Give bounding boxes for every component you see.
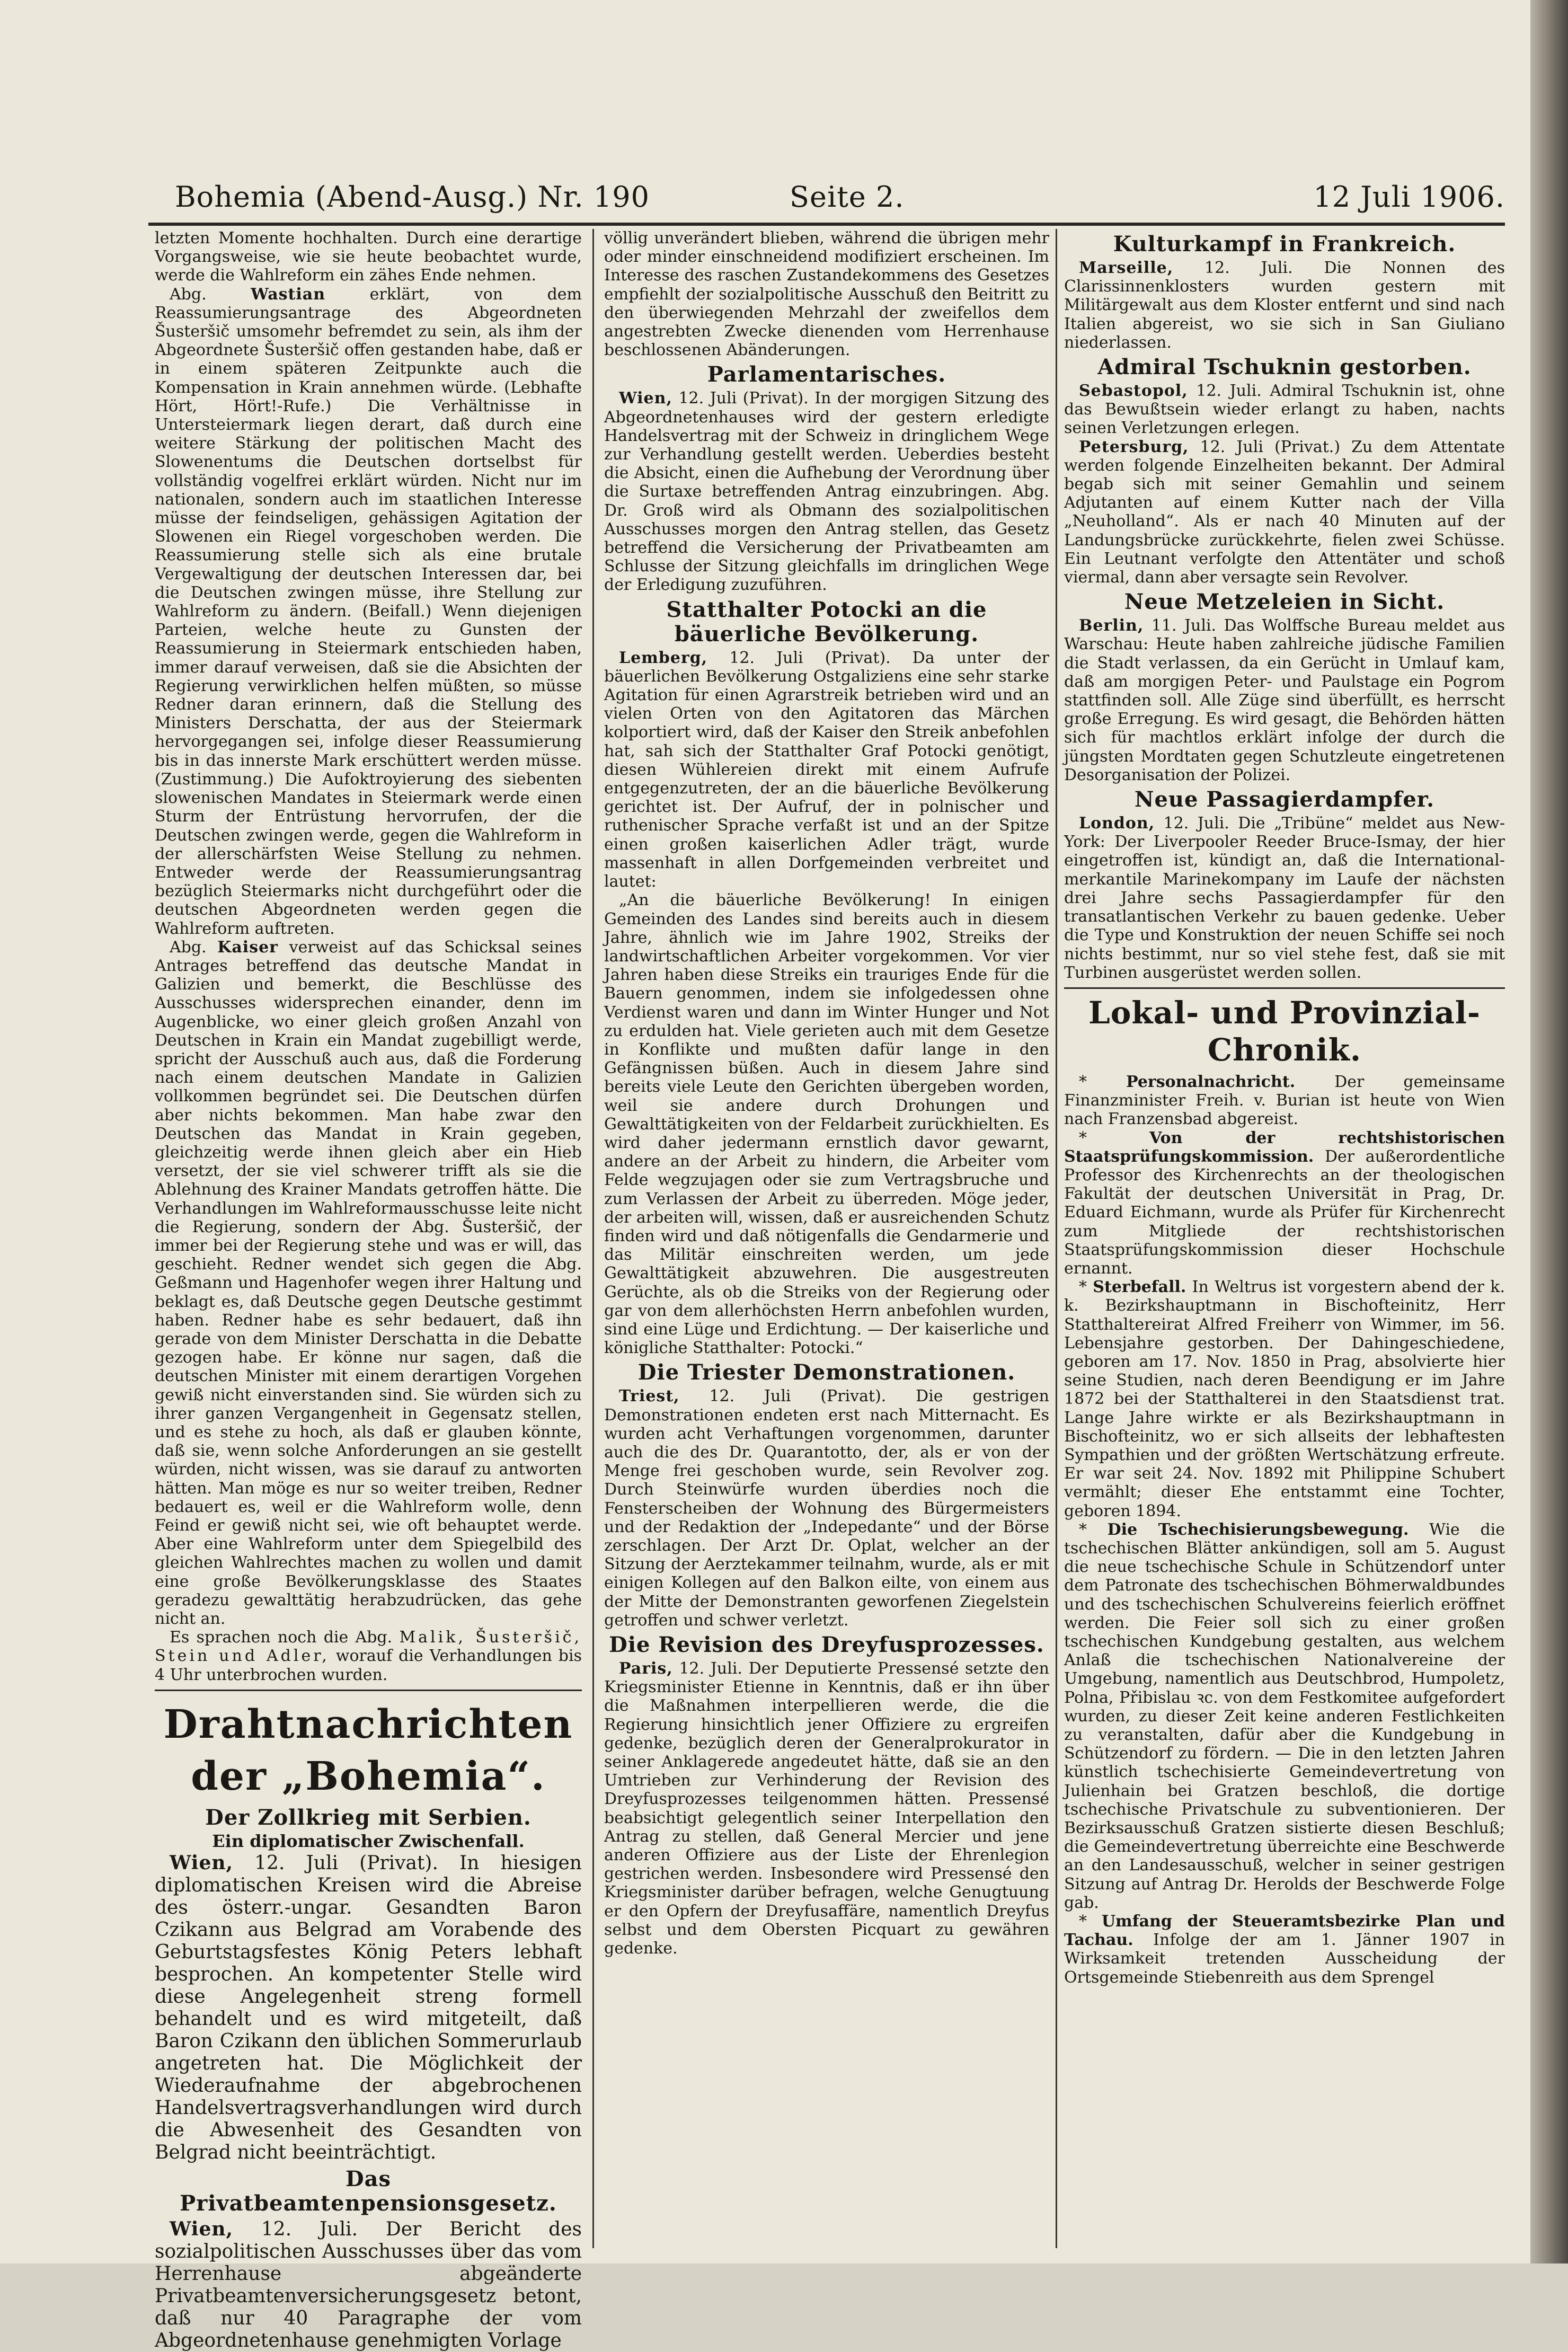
subheadline: Ein diplomatischer Zwischenfall. — [212, 1831, 525, 1851]
news-item: * Personalnachricht. Der gemeinsame Finanzminister Freih. v. Burian ist heute von Wien nach Franzensbad abgereist. — [1064, 1072, 1505, 1129]
section-divider — [155, 1690, 582, 1691]
header-date: 12 Juli 1906. — [1313, 180, 1505, 214]
text: worauf die Verhandlungen bis 4 Uhr unterbrochen wurden. — [155, 1647, 582, 1684]
dateline-place: Petersburg, — [1079, 437, 1189, 456]
text: erklärt, von dem Reassumierungsantrage des Abgeordneten Šusteršič umsomehr befremdet zu sein, als ihm der Abgeordnete Šusteršič offen gestanden habe, daß er in einem späteren Zeitpunkte auch die Kompensation in Krain annehmen würde. (Lebhafte Hört, Hört!-Rufe.) Die Verhältnisse in Untersteiermark liegen derart, daß durch eine weitere Stärkung der politischen Macht des Slowenentums die Deutschen dortselbst für vollständig vogelfrei erklärt würden. Nicht nur im nationalen, sondern auch im staatlichen Interesse müsse der feindseligen, gehässigen Agitation der Slowenen ein Riegel vorgeschoben werden. Die Reassumierung stelle sich als eine brutale Vergewaltigung der deutschen Interessen dar, bei die Deutschen zwingen müsse, ihre Stellung zur Wahlreform zu ändern. (Beifall.) Wenn diejenigen Parteien, welche heute zu Gunsten der Reassumierung in Steiermark entschieden haben, immer darauf verweisen, daß sie die Absichten der Regierung verwirklichen helfen müßten, so müsse Redner daran erinnern, daß die Stellung des Ministers Derschatta, der aus der Steiermark hervorgegangen sei, infolge dieser Reassumierung bis in das innerste Mark erschüttert werden müsse. (Zustimmung.) Die Aufoktroyierung des siebenten slowenischen Mandates in Steiermark werde einen Sturm der Entrüstung hervorrufen, der die Deutschen zwingen werde, gegen die Wahlreform in der allerschärfsten Weise Stellung zu nehmen. Entweder werde der Reassumierungsantrag bezüglich Steiermarks nicht durchgeführt oder die deutschen Abgeordneten werden gegen die Wahlreform auftreten. — [155, 285, 582, 938]
section-heading: Lokal- und Provinzial-Chronik. — [1088, 994, 1481, 1068]
text: 12. Juli (Privat.) Zu dem Attentate werden folgende Einzelheiten bekannt. Der Admiral begab sich mit seiner Gemahlin und seinem Adjutanten auf einem Kutter nach der Villa „Neuholland“. Als er nach 40 Minuten auf der Landungsbrücke zurückkehrte, fielen zwei Schüsse. Ein Leutnant verfolgte den Attentäter und schoß viermal, dann aber versagte sein Revolver. — [1064, 437, 1505, 587]
headline: Parlamentarisches. — [707, 362, 946, 387]
article-paragraph — [155, 285, 582, 938]
article-text: letzten Momente hochhalten. Durch eine derartige Vorgangsweise, wie sie heute beobachtet wurde, werde die Wahlreform ein zähes Ende nehmen. — [155, 229, 582, 285]
article-text: völlig unverändert blieben, während die übrigen mehr oder minder einschneidend modifiziert erscheinen. Im Interesse des raschen Zustandekommens des Gesetzes empfiehlt der sozialpolitische Ausschuß den Beitritt zu den überwiegenden Mehrzahl der zweifellos dem angestrebten Zwecke dienenden vom Herrenhause beschlossenen Abänderungen. — [604, 229, 1049, 360]
page-header — [175, 175, 1505, 217]
dateline-place: Lemberg, — [619, 648, 708, 667]
headline: Das Privatbeamtenpensionsgesetz. — [180, 2167, 557, 2216]
text: verweist auf das Schicksal seines Antrages betreffend das deutsche Mandat in Galizien und bemerkt, die Beschlüsse des Ausschusses widersprechen einander, denn im Augenblicke, wo einer gleich großen Anzahl von Deutschen in Krain ein Mandat zugebilligt werde, spricht der Ausschuß auch aus, daß die Forderung nach einem deutschen Mandate in Galizien vollkommen begründet sei. Die Deutschen dürfen aber nichts bekommen. Man habe zwar den Deutschen das Mandat in Krain gegeben, gleichzeitig werde ihnen gleich aber ein Hieb versetzt, der sie viel schwerer trifft als sie die Ablehnung des Krainer Mandats getroffen hätte. Die Verhandlungen im Wahlreformausschusse leite nicht die Regierung, sondern der Abg. Šusteršič, der immer bei der Regierung stehe und was er will, das geschieht. Redner wendet sich gegen die Abg. Geßmann und Hagenhofer wegen ihrer Haltung und beklagt es, daß Deutsche gegen Deutsche gestimmt haben. Redner habe es sehr bedauert, daß ihn gerade von dem Minister Derschatta in die Debatte gezogen habe. Er könne nur sagen, daß die deutschen Minister mit einem derartigen Vorgehen gewiß nicht einverstanden sind. Sie würden sich zu ihrer ganzen Vergangenheit in Gegensatz stellen, und es stehe zu hoch, als daß er glauben könnte, daß sie, wenn solche Anforderungen an sie gestellt würden, nicht wissen, was sie darauf zu antworten hätten. Man möge es nur so weiter treiben, Redner bedauert es, weil er die Wahlreform wolle, denn Feind er gewiß nicht sei, wie oft behauptet werde. Aber eine Wahlreform unter dem Spiegelbild des gleichen Wahlrechtes machen zu wollen und damit eine große Bevölkerungsklasse des Staates geradezu gewalttätig herabzudrücken, das gehe nicht an. — [155, 938, 582, 1629]
article-paragraph — [1064, 814, 1505, 982]
headline: Die Revision des Dreyfusprozesses. — [609, 1632, 1044, 1658]
text: 12. Juli (Privat). Die gestrigen Demonstrationen endeten erst nach Mitternacht. Es wurden acht Verhaftungen vorgenommen, darunter auch die des Dr. Quarantotto, der, als er von der Menge frei geschoben wurde, sein Revolver zog. Durch Steinwürfe wurden überdies noch die Fensterscheiben der Wohnung des Bürgermeisters und der Redaktion der „Indepedante“ und der Börse zerschlagen. Der Arzt Dr. Oplat, welcher an der Sitzung der Aerztekammer teilnahm, wurde, als er mit einigen Kollegen auf den Balkon eilte, von einem aus der Mitte der Demonstranten geworfenen Ziegelstein getroffen und schwer verletzt. — [604, 1387, 1049, 1630]
article-paragraph — [604, 1659, 1049, 1958]
speaker-name: Kaiser — [217, 938, 278, 957]
headline: Der Zollkrieg mit Serbien. — [205, 1805, 531, 1830]
article-paragraph — [604, 649, 1049, 891]
text: Wie die tschechischen Blätter ankündigen, soll am 5. August die neue tschechische Schule in Schützendorf unter dem Patronate des tschechischen Böhmerwaldbundes und des tschechischen Schulvereins feierlich eröffnet werden. Die Feier soll sich zu einer großen tschechischen Kundgebung gestalten, aus welchem Anlaß die tschechischen Nationalvereine der Umgebung, namentlich aus Deutschbrod, Humpoletz, Polna, Přibislau ꝛc. von dem Festkomitee aufgefordert wurden, zu dieser Zeit keine anderen Festlichkeiten zu veranstalten, dafür aber die Kundgebung in Schützendorf zu fördern. — Die in den letzten Jahren künstlich tschechisierte Gemeindevertretung von Julienhain bei Gratzen beschloß, die dortige tschechische Privatschule zu subventionieren. Der Bezirksausschuß Gratzen sistierte diesen Beschluß; die Gemeindevertretung überreichte eine Beschwerde an den Landesausschuß, welcher in seiner gestrigen Sitzung auf Antrag Dr. Herolds der Beschwerde Folge gab. — [1064, 1520, 1505, 1912]
column-3 — [1064, 229, 1505, 2248]
text: 12. Juli (Privat). In der morgigen Sitzung des Abgeordnetenhauses wird der gestern erledigte Handelsvertrag mit der Schweiz in dringlichem Wege zur Verhandlung gestellt werden. Ueberdies besteht die Absicht, einen die Aufhebung der Verordnung über die Surtaxe betreffenden Antrag einzubringen. Abg. Dr. Groß wird als Obmann des sozialpolitischen Ausschusses morgen den Antrag stellen, das Gesetz betreffend die Versicherung der Privatbeamten am Schlusse der Sitzung gleichfalls im dringlichen Wege der Erledigung zuzuführen. — [604, 389, 1050, 595]
column-1 — [155, 229, 582, 2352]
article-paragraph — [1064, 382, 1505, 438]
article-paragraph — [1064, 616, 1505, 784]
headline: Admiral Tschuknin gestorben. — [1097, 355, 1472, 380]
quoted-proclamation: „An die bäuerliche Bevölkerung! In einigen Gemeinden des Landes sind bereits auch in diesem Jahre, ähnlich wie im Jahre 1902, Streiks der landwirtschaftlichen Arbeiter vorgekommen. Vor vier Jahren haben diese Streiks ein trauriges Ende für die Bauern genommen, indem sie infolgedessen ohne Verdienst waren und dann im Winter Hunger und Not zu erdulden hat. Viele gerieten auch mit dem Gesetze in Konflikte und mußten dafür lange in den Gefängnissen büßen. Auch in diesem Jahre sind bereits viele Leute den Gerichten übergeben worden, weil sie andere durch Drohungen und Gewalttätigkeiten von der Feldarbeit zurückhielten. Es wird daher jedermann ernstlich davor gewarnt, andere an der Arbeit zu hindern, die Arbeiter vom Felde wegzujagen oder sie zum Vertragsbruche und zum Verlassen der Arbeit zu überreden. Möge jeder, der arbeiten will, wissen, daß er ausreichenden Schutz finden wird und daß nötigenfalls die Gendarmerie und das Militär einschreiten werden, um jede Gewalttätigkeit abzuwehren. Die ausgestreuten Gerüchte, als ob die Streiks von der Regierung oder gar von dem allerhöchsten Herrn anbefohlen wurden, sind eine Lüge und Erdichtung. — Der kaiserliche und königliche Statthalter: Potocki.“ — [604, 891, 1049, 1358]
news-item: * Die Tschechisierungsbewegung. Wie die tschechischen Blätter ankündigen, soll am 5. August die neue tschechische Schule in Schützendorf unter dem Patronate des tschechischen Böhmerwaldbundes und des tschechischen Schulvereins feierlich eröffnet werden. Die Feier soll sich zu einer großen tschechischen Kundgebung gestalten, aus welchem Anlaß die tschechischen Nationalvereine der Umgebung, namentlich aus Deutschbrod, Humpoletz, Polna, Přibislau ꝛc. von dem Festkomitee aufgefordert wurden, zu dieser Zeit keine anderen Festlichkeiten zu veranstalten, dafür aber die Kundgebung in Schützendorf zu fördern. — Die in den letzten Jahren künstlich tschechisierte Gemeindevertretung von Julienhain bei Gratzen beschloß, die dortige tschechische Privatschule zu subventionieren. Der Bezirksausschuß Gratzen sistierte diesen Beschluß; die Gemeindevertretung überreichte eine Beschwerde an den Landesausschuß, welcher in seiner gestrigen Sitzung auf Antrag Dr. Herolds der Beschwerde Folge gab. — [1064, 1520, 1505, 1912]
speaker-name: Wastian — [251, 285, 326, 304]
headline: Neue Passagierdampfer. — [1134, 787, 1435, 812]
text: 12. Juli (Privat). In hiesigen diplomatischen Kreisen wird die Abreise des österr.-ungar. Gesandten Baron Czikann aus Belgrad am Vorabende des Geburtstagsfestes König Peters lebhaft besprochen. An kompetenter Stelle wird diese Angelegenheit streng formell behandelt und es wird mitgeteilt, daß Baron Czikann den üblichen Sommerurlaub angetreten hat. Die Möglichkeit der Wiederaufnahme der abgebrochenen Handelsvertragsverhandlungen wird durch die Abwesenheit des Gesandten von Belgrad nicht beeinträchtigt. — [155, 1852, 582, 2164]
text: 12. Juli. Der Bericht des sozialpolitischen Ausschusses über das vom Herrenhause abgeänderte Privatbeamtenversicherungsgesetz betont, daß nur 40 Paragraphe der vom Abgeordnetenhause genehmigten Vorlage — [155, 2218, 582, 2352]
headline: Neue Metzeleien in Sicht. — [1124, 589, 1445, 615]
dateline-place: Berlin, — [1079, 616, 1144, 635]
article-paragraph — [155, 1628, 582, 1684]
article-paragraph — [155, 938, 582, 1629]
news-item: * Sterbefall. In Weltrus ist vorgestern abend der k. k. Bezirkshauptmann in Bischofteinitz, Herr Statthaltereirat Alfred Freiherr von Wimmer, im 56. Lebensjahre gestorben. Der Dahingeschiedene, geboren am 17. Nov. 1850 in Prag, absolvierte hier seine Studien, nach deren Beendigung er im Jahre 1872 bei der Statthalterei in den Staatsdienst trat. Lange Jahre wirkte er als Bezirkshauptmann in Bischofteinitz, wo er sich allseits der lebhaftesten Sympathien und der größten Wertschätzung erfreute. Er war seit 24. Nov. 1892 mit Philippine Schubert vermählt; dieser Ehe entstammt eine Tochter, geboren 1894. — [1064, 1278, 1505, 1520]
section-banner: Drahtnachrichten der „Bohemia“. — [163, 1701, 573, 1799]
item-heading: Von der rechtshistorischen Staatsprüfungskommission. — [1064, 1128, 1505, 1166]
dateline-place: Wien, — [170, 2218, 234, 2241]
item-heading: Umfang der Steueramtsbezirke Plan und Tachau. — [1064, 1912, 1505, 1950]
text: 11. Juli. Das Wolffsche Bureau meldet aus Warschau: Heute haben zahlreiche jüdische Familien die Stadt verlassen, da ein Gerücht in Umlauf kam, daß am morgigen Peter- und Paulstage ein Pogrom stattfinden soll. Alle Züge sind überfüllt, es herrscht große Erregung. Es wird gesagt, die Behörden hätten sich für machtlos erklärt infolge der durch die jüngsten Mordtaten gegen Schutzleute eingetretenen Desorganisation der Polizei. — [1064, 616, 1505, 784]
headline: Kulturkampf in Frankreich. — [1113, 232, 1456, 257]
item-heading: Sterbefall. — [1093, 1278, 1186, 1297]
dateline-place: Sebastopol, — [1079, 382, 1188, 401]
article-paragraph — [155, 2218, 582, 2352]
text: Infolge der am 1. Jänner 1907 in Wirksamkeit tretenden Ausscheidung der Ortsgemeinde Stiebenreith aus dem Sprengel — [1064, 1931, 1505, 1987]
header-publication: Bohemia (Abend-Ausg.) Nr. 190 — [175, 180, 650, 214]
text: 12. Juli. Die Nonnen des Clarissinnenklosters wurden gestern mit Militärgewalt aus dem Kloster entfernt und sind nach Italien abgereist, wo sie sich in San Giuliano niederlassen. — [1064, 259, 1505, 352]
text: 12. Juli. Admiral Tschuknin ist, ohne das Bewußtsein wieder erlangt zu haben, nachts seinen Verletzungen erlegen. — [1064, 382, 1505, 438]
news-item: * Umfang der Steueramtsbezirke Plan und Tachau. Infolge der am 1. Jänner 1907 in Wirksamkeit tretenden Ausscheidung der Ortsgemeinde Stiebenreith aus dem Sprengel — [1064, 1912, 1505, 1987]
item-heading: Personalnachricht. — [1126, 1072, 1296, 1091]
column-rule — [592, 229, 594, 2248]
text: Der gemeinsame Finanzminister Freih. v. Burian ist heute von Wien nach Franzensbad abgereist. — [1064, 1072, 1505, 1129]
dateline-place: London, — [1079, 814, 1155, 833]
column-2 — [604, 229, 1049, 2248]
text: In Weltrus ist vorgestern abend der k. k. Bezirkshauptmann in Bischofteinitz, Herr Statthaltereirat Alfred Freiherr von Wimmer, im 56. Lebensjahre gestorben. Der Dahingeschiedene, geboren am 17. Nov. 1850 in Prag, absolvierte hier seine Studien, nach deren Beendigung er im Jahre 1872 bei der Statthalterei in den Staatsdienst trat. Lange Jahre wirkte er als Bezirkshauptmann in Bischofteinitz, wo er sich allseits der lebhaftesten Sympathien und der größten Wertschätzung erfreute. Er war seit 24. Nov. 1892 mit Philippine Schubert vermählt; dieser Ehe entstammt eine Tochter, geboren 1894. — [1064, 1278, 1505, 1520]
section-divider — [1064, 987, 1505, 989]
dateline-place: Paris, — [619, 1659, 673, 1678]
article-paragraph — [1064, 259, 1505, 352]
text: 12. Juli. Die „Tribüne“ meldet aus New-York: Der Liverpooler Reeder Bruce-Ismay, der hier eingetroffen ist, kündigt an, daß die International-merkantile Marinekompany im Laufe der nächsten drei Jahre sechs Passagierdampfer für den transatlantischen Verkehr zu bauen gedenke. Ueber die Type und Konstruktion der neuen Schiffe sei noch nichts bestimmt, nur so viel stehe fest, daß sie mit Turbinen ausgerüstet werden sollen. — [1064, 814, 1505, 982]
text: Abg. — [170, 285, 207, 304]
text: Es sprachen noch die Abg. — [170, 1628, 393, 1647]
headline: Die Triester Demonstrationen. — [637, 1360, 1016, 1385]
article-paragraph — [155, 1852, 582, 2164]
header-page-number: Seite 2. — [790, 180, 905, 214]
speaker-names: Malik, Šusteršič, Stein und Adler, — [155, 1628, 582, 1666]
headline: Statthalter Potocki an die bäuerliche Bevölkerung. — [666, 597, 987, 647]
text: 12. Juli (Privat). Da unter der bäuerlichen Bevölkerung Ostgaliziens eine sehr starke Agitation für einen Agrarstreik betrieben wird und an vielen Orten von den Agitatoren das Märchen kolportiert wird, daß der Kaiser den Streik anbefohlen hat, sah sich der Statthalter Graf Potocki genötigt, diesen Wühlereien direkt mit einem Aufrufe entgegenzutreten, der an die bäuerliche Bevölkerung gerichtet ist. Der Aufruf, der in polnischer und ruthenischer Sprache verfaßt ist und an der Spitze einen großen kaiserlichen Adler trägt, wurde massenhaft in allen Dorfgemeinden verbreitet und lautet: — [604, 648, 1049, 891]
item-heading: Die Tschechisierungsbewegung. — [1107, 1520, 1409, 1539]
column-rule — [1056, 229, 1057, 2248]
text: Der außerordentliche Professor des Kirchenrechts an der theologischen Fakultät der deutschen Universität in Prag, Dr. Eduard Eichmann, wurde als Prüfer für Kirchenrecht zum Mitgliede der rechtshistorischen Staatsprüfungskommission dieser Hochschule ernannt. — [1064, 1147, 1505, 1278]
scan-edge — [1530, 0, 1568, 2263]
text: Abg. — [170, 938, 207, 957]
dateline-place: Wien, — [619, 389, 672, 408]
dateline-place: Marseille, — [1079, 259, 1174, 277]
dateline-place: Wien, — [170, 1852, 234, 1874]
article-paragraph — [604, 1387, 1049, 1630]
article-paragraph — [1064, 438, 1505, 587]
header-rule — [148, 223, 1505, 226]
dateline-place: Triest, — [619, 1387, 680, 1406]
text: 12. Juli. Der Deputierte Pressensé setzte den Kriegsminister Etienne in Kenntnis, daß er ihn über die Maßnahmen interpellieren werde, die die Regierung hinsichtlich jener Offiziere zu ergreifen gedenke, bezüglich deren der Generalprokurator in seiner Anklagerede angedeutet hätte, daß sie an den Umtrieben zur Verhinderung der Revision des Dreyfusprozesses teilgenommen hätten. Pressensé beabsichtigt gelegentlich seiner Interpellation den Antrag zu stellen, daß General Mercier und jene anderen Offiziere aus der Liste der Ehrenlegion gestrichen werden. Insbesondere wird Pressensé den Kriegsminister darüber befragen, welche Genugtuung er den Opfern der Dreyfusaffäre, namentlich Dreyfus selbst und dem Obersten Picquart zu gewähren gedenke. — [604, 1659, 1049, 1958]
article-paragraph — [604, 389, 1049, 594]
news-item: * Von der rechtshistorischen Staatsprüfungskommission. Der außerordentliche Professor des Kirchenrechts an der theologischen Fakultät der deutschen Universität in Prag, Dr. Eduard Eichmann, wurde als Prüfer für Kirchenrecht zum Mitgliede der rechtshistorischen Staatsprüfungskommission dieser Hochschule ernannt. — [1064, 1128, 1505, 1278]
